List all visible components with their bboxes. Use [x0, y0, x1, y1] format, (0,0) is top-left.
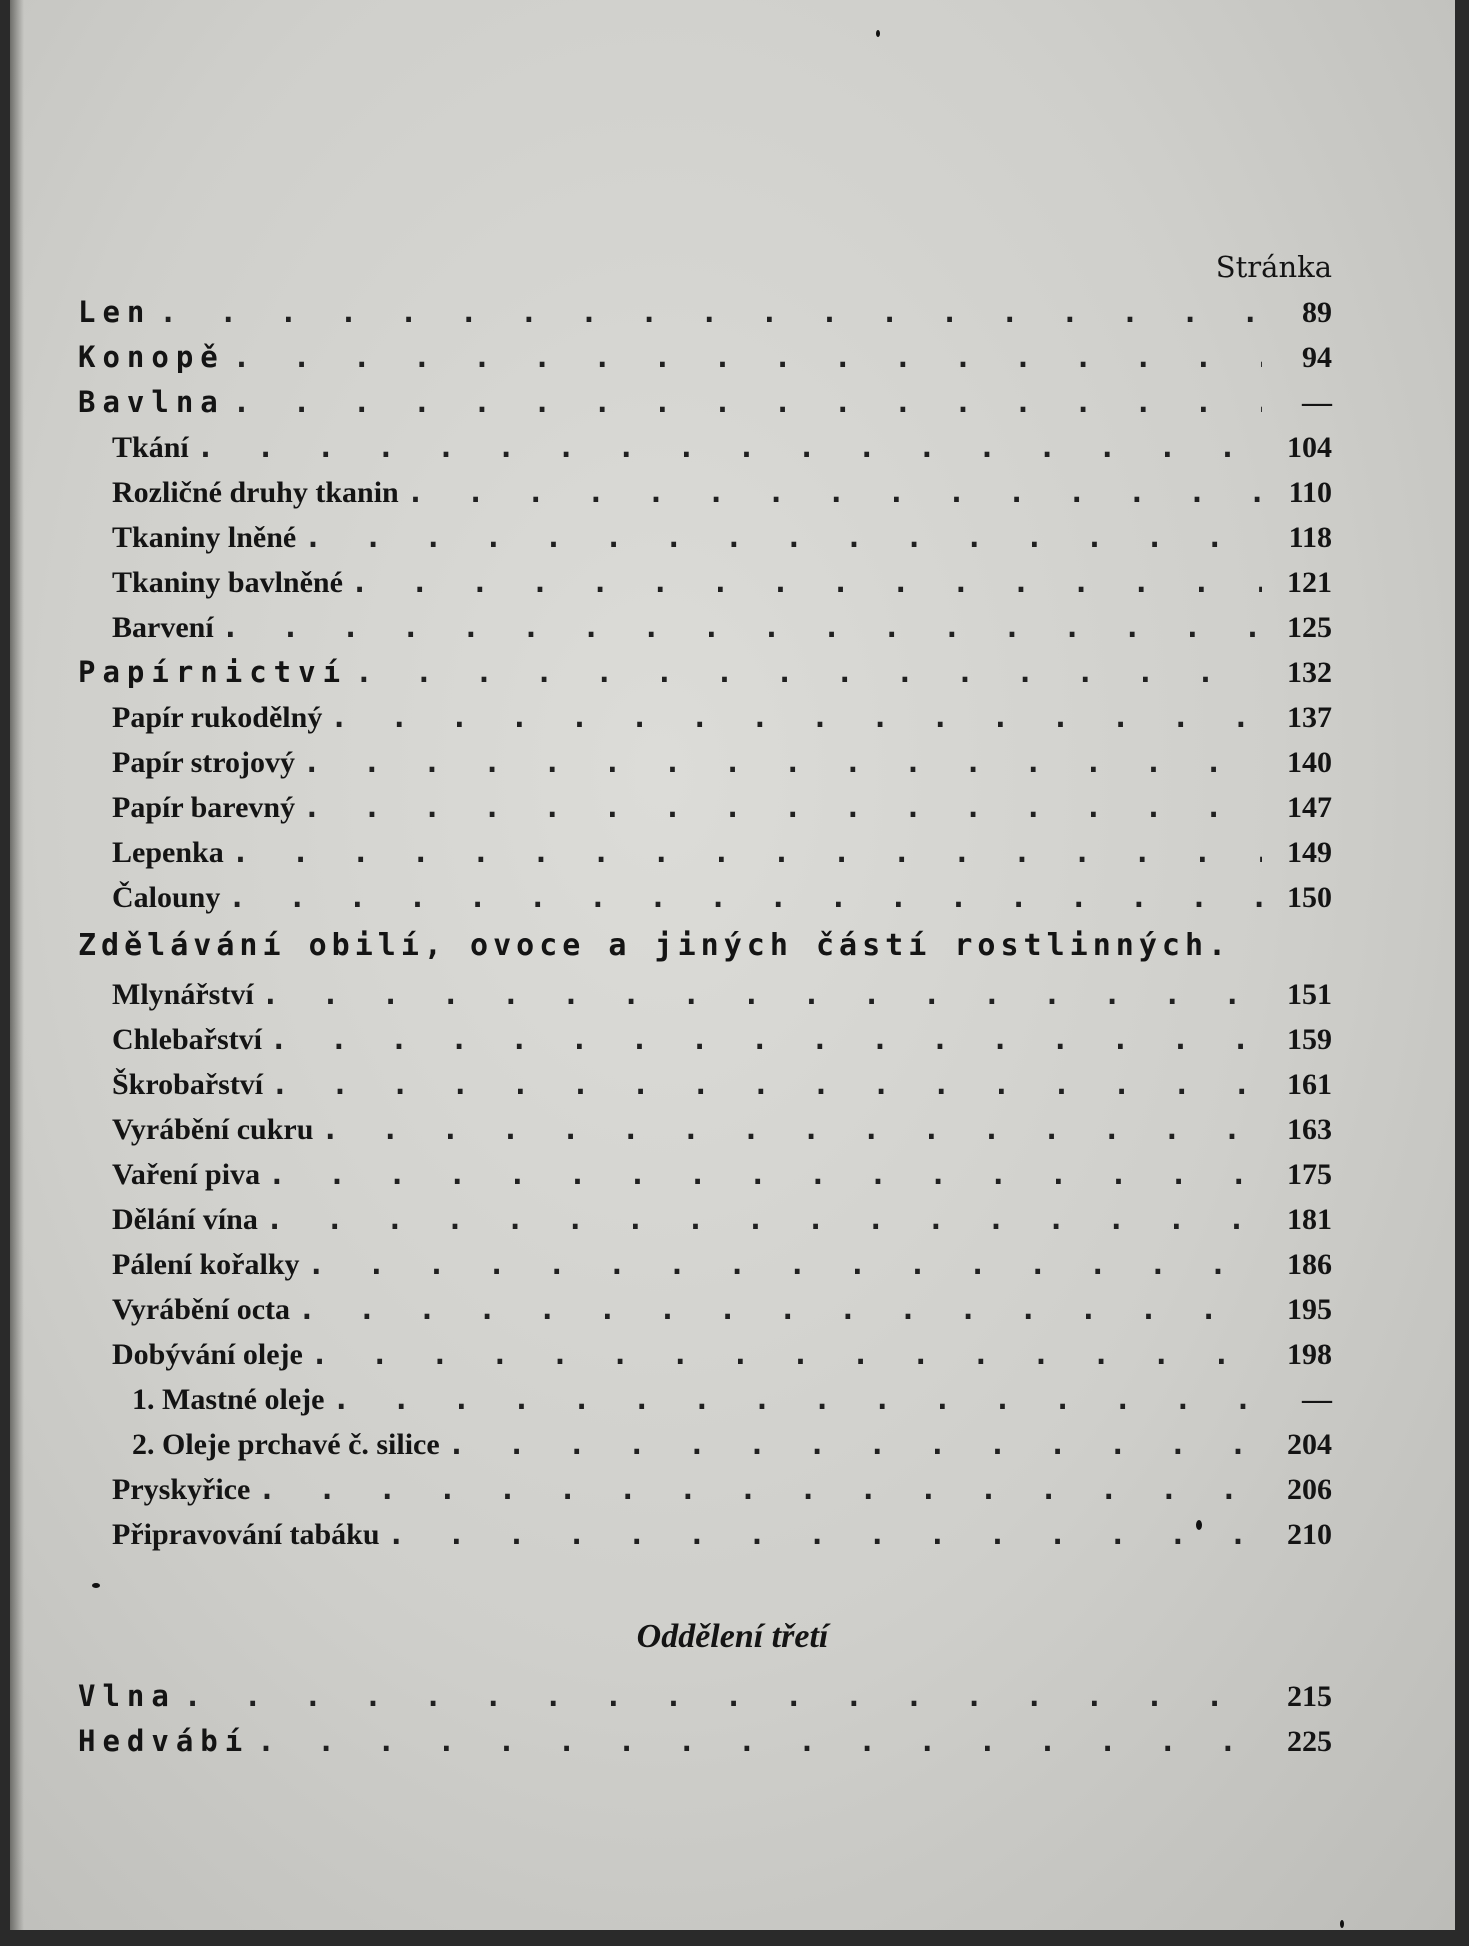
toc-page-number: 150 [1287, 881, 1332, 914]
toc-section-heading [78, 920, 1332, 972]
toc-page-number: 210 [1287, 1518, 1332, 1551]
toc-page-number: 215 [1287, 1680, 1332, 1713]
book-page [10, 0, 1455, 1930]
page-column-header: Stránka [1215, 250, 1332, 284]
toc-entry-title: Papír strojový [112, 746, 296, 779]
toc-page-number: 186 [1287, 1248, 1332, 1281]
toc-row [78, 1377, 1332, 1422]
dot-leader [308, 1242, 1262, 1287]
toc-page-number: 104 [1287, 431, 1332, 464]
dot-leader [303, 740, 1262, 785]
toc-entry-title: Bavlna [78, 385, 225, 419]
toc-page-number: 147 [1287, 791, 1332, 824]
toc-page-number: 175 [1287, 1158, 1332, 1191]
toc-row [78, 1422, 1332, 1467]
toc-entry-title: Tkaniny lněné [112, 521, 297, 554]
toc-row [78, 515, 1332, 560]
dot-leader [258, 1467, 1262, 1512]
toc-row [78, 290, 1332, 335]
toc-entry-title: Dělání vína [112, 1203, 258, 1236]
dot-leader [311, 1332, 1262, 1377]
toc-entry-title: Rozličné druhy tkanin [112, 476, 399, 509]
toc-row [78, 1197, 1332, 1242]
dot-leader [184, 1674, 1262, 1719]
toc-entry-title: Tkaniny bavlněné [112, 566, 343, 599]
toc-entry-title: Pryskyřice [112, 1473, 251, 1506]
dot-leader [304, 515, 1262, 560]
toc-page-number: 206 [1287, 1473, 1332, 1506]
toc-page-number: 181 [1287, 1203, 1332, 1236]
toc-row [78, 1512, 1332, 1557]
dot-leader [159, 290, 1262, 335]
toc-entry-title: Pálení kořalky [112, 1248, 300, 1281]
dot-leader [332, 1377, 1262, 1422]
dot-leader [222, 605, 1262, 650]
toc-page-number: — [1302, 1383, 1332, 1416]
toc-page-number: 151 [1287, 978, 1332, 1011]
toc-row [78, 875, 1332, 920]
toc-entry-title: Barvení [112, 611, 214, 644]
dot-leader [262, 972, 1262, 1017]
toc-page-number: 125 [1287, 611, 1332, 644]
toc-row [78, 1062, 1332, 1107]
toc-entries-part-3 [78, 1674, 1332, 1764]
toc-entry-title: Vyrábění octa [112, 1293, 291, 1326]
toc-page-number: — [1302, 386, 1332, 419]
toc-row [78, 972, 1332, 1017]
toc-entry-title: Čalouny [112, 881, 221, 914]
dot-leader [355, 650, 1262, 695]
toc-entry-title: Mlynářství [112, 978, 254, 1011]
toc-row [78, 335, 1332, 380]
toc-row [78, 695, 1332, 740]
toc-row [78, 1719, 1332, 1764]
toc-entry-title: Konopě [78, 340, 225, 374]
toc-entry-title: Tkání [112, 431, 189, 464]
dot-leader [448, 1422, 1262, 1467]
dot-leader [268, 1152, 1262, 1197]
toc-entry-title: Zdělávání obilí, ovoce a jiných částí rostlinných. [78, 928, 1232, 963]
toc-page-number: 94 [1302, 341, 1332, 374]
toc-entry-title: Papír rukodělný [112, 701, 323, 734]
toc-entry-title: Vlna [78, 1679, 176, 1713]
dot-leader [388, 1512, 1262, 1557]
dot-leader [330, 695, 1262, 740]
toc-entry-title: 1. Mastné oleje [132, 1383, 325, 1416]
toc-entry-title: Papírnictví [78, 655, 348, 689]
toc-entry-title: Chlebařství [112, 1023, 262, 1056]
dot-leader [233, 335, 1262, 380]
toc-row [78, 1674, 1332, 1719]
toc-page-number: 121 [1287, 566, 1332, 599]
dot-leader [303, 785, 1262, 830]
toc-page-number: 161 [1287, 1068, 1332, 1101]
toc-row [78, 650, 1332, 695]
section-title: Oddělení třetí [636, 1618, 829, 1655]
toc-row [78, 1467, 1332, 1512]
toc-row [78, 605, 1332, 650]
dot-leader [266, 1197, 1262, 1242]
toc-entries [78, 290, 1332, 1557]
toc-row [78, 785, 1332, 830]
toc-row [78, 1287, 1332, 1332]
toc-entry-title: Vaření piva [112, 1158, 261, 1191]
toc-page-number: 137 [1287, 701, 1332, 734]
dot-leader [407, 470, 1262, 515]
toc-page-number: 118 [1288, 521, 1332, 554]
ink-speck [1196, 1520, 1202, 1530]
toc-row [78, 1107, 1332, 1152]
toc-row [78, 830, 1332, 875]
toc-page-number: 89 [1302, 296, 1332, 329]
toc-row [78, 380, 1332, 425]
toc-entry-title: Papír barevný [112, 791, 296, 824]
dot-leader [228, 875, 1262, 920]
toc-row [78, 560, 1332, 605]
toc-header [78, 248, 1332, 290]
dot-leader [321, 1107, 1262, 1152]
toc-page-number: 204 [1287, 1428, 1332, 1461]
toc-row [78, 470, 1332, 515]
toc-page-number: 225 [1287, 1725, 1332, 1758]
dot-leader [257, 1719, 1262, 1764]
toc-entry-title: Hedvábí [78, 1724, 250, 1758]
dot-leader [351, 560, 1262, 605]
toc-row [78, 1242, 1332, 1287]
table-of-contents [78, 248, 1332, 1557]
toc-page-number: 159 [1287, 1023, 1332, 1056]
toc-row [78, 740, 1332, 785]
dot-leader [232, 830, 1262, 875]
ink-speck [876, 30, 880, 37]
dot-leader [270, 1017, 1262, 1062]
ink-speck [92, 1583, 100, 1588]
toc-entry-title: Připravování tabáku [112, 1518, 380, 1551]
toc-entry-title: Dobývání oleje [112, 1338, 303, 1371]
table-of-contents-part-3 [78, 1674, 1332, 1764]
toc-entry-title: Lepenka [112, 836, 224, 869]
dot-leader [271, 1062, 1262, 1107]
toc-row [78, 1017, 1332, 1062]
toc-page-number: 149 [1287, 836, 1332, 869]
dot-leader [233, 380, 1262, 425]
toc-page-number: 195 [1287, 1293, 1332, 1326]
toc-row [78, 1152, 1332, 1197]
toc-entry-title: Škrobařství [112, 1068, 264, 1101]
toc-page-number: 163 [1287, 1113, 1332, 1146]
toc-entry-title: Len [78, 295, 152, 329]
dot-leader [298, 1287, 1262, 1332]
toc-row [78, 425, 1332, 470]
toc-entry-title: 2. Oleje prchavé č. silice [132, 1428, 440, 1461]
dot-leader [197, 425, 1262, 470]
ink-speck [1340, 1920, 1344, 1928]
toc-row [78, 1332, 1332, 1377]
toc-page-number: 198 [1287, 1338, 1332, 1371]
toc-page-number: 110 [1288, 476, 1332, 509]
toc-page-number: 132 [1287, 656, 1332, 689]
toc-entry-title: Vyrábění cukru [112, 1113, 314, 1146]
toc-page-number: 140 [1287, 746, 1332, 779]
